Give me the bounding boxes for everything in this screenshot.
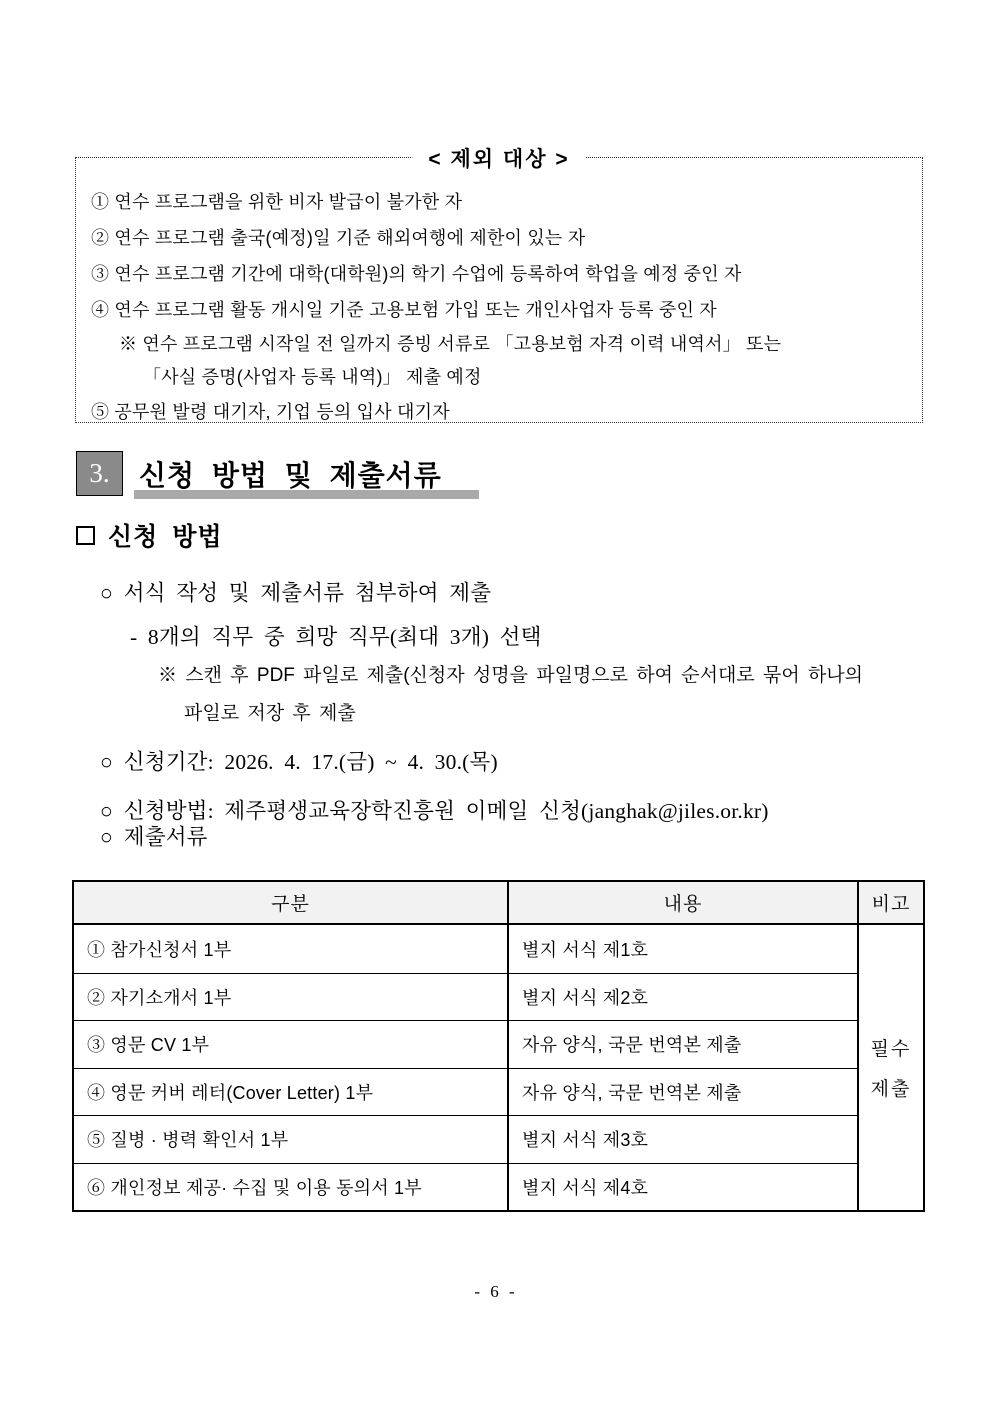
page-number: - 6 - [474, 1282, 518, 1301]
bullet-line: 파일로 저장 후 제출 [184, 703, 356, 724]
exclusion-item: ※ 연수 프로그램 시작일 전 일까지 증빙 서류로 「고용보험 자격 이력 내역서」 또는 [119, 334, 782, 354]
exclusion-item: ⑤ 공무원 발령 대기자, 기업 등의 입사 대기자 [91, 402, 450, 422]
subsection-label: 신청 방법 [108, 523, 223, 551]
bullet-line: - 8개의 직무 중 희망 직무(최대 3개) 선택 [130, 625, 542, 649]
table-header-category: 구분 [74, 882, 507, 925]
row-content-cell: 별지 서식 제1호 [507, 925, 857, 973]
row-category-cell: ⑤ 질병 · 병력 확인서 1부 [74, 1115, 507, 1163]
section-number-badge: 3. [76, 451, 123, 496]
exclusion-list [76, 158, 922, 430]
exclusion-item: ③ 연수 프로그램 기간에 대학(대학원)의 학기 수업에 등록하여 학업을 예정 중인 자 [91, 264, 742, 284]
exclusion-box-title: < 제외 대상 > [412, 143, 585, 173]
section-title: 신청 방법 및 제출서류 [139, 459, 442, 491]
table-header-remark: 비고 [857, 882, 923, 925]
row-content-cell: 별지 서식 제4호 [507, 1163, 857, 1211]
submission-table [72, 880, 925, 1212]
remark-line: 필수 [870, 1039, 912, 1060]
remark-cell [857, 925, 923, 1210]
bullet-line: ○ 제출서류 [100, 825, 208, 849]
row-category-cell: ④ 영문 커버 레터(Cover Letter) 1부 [74, 1068, 507, 1116]
bullet-line: ○ 신청방법: 제주평생교육장학진흥원 이메일 신청(janghak@jiles.or.kr) [100, 799, 769, 823]
exclusion-item: ① 연수 프로그램을 위한 비자 발급이 불가한 자 [91, 192, 463, 212]
row-content-cell: 별지 서식 제2호 [507, 973, 857, 1021]
row-content-cell: 별지 서식 제3호 [507, 1115, 857, 1163]
exclusion-item: ② 연수 프로그램 출국(예정)일 기준 해외여행에 제한이 있는 자 [91, 228, 586, 248]
square-bullet-icon [76, 526, 95, 545]
section-title-underline [134, 490, 479, 499]
table-header-content: 내용 [507, 882, 857, 925]
row-category-cell: ② 자기소개서 1부 [74, 973, 507, 1021]
exclusion-item: ④ 연수 프로그램 활동 개시일 기준 고용보험 가입 또는 개인사업자 등록 중인 자 [91, 300, 717, 320]
row-category-cell: ⑥ 개인정보 제공· 수집 및 이용 동의서 1부 [74, 1163, 507, 1211]
bullet-line: ○ 서식 작성 및 제출서류 첨부하여 제출 [100, 581, 492, 605]
remark-line: 제출 [870, 1079, 912, 1100]
exclusion-item: 「사실 증명(사업자 등록 내역)」 제출 예정 [143, 367, 482, 387]
bullet-line: ※ 스캔 후 PDF 파일로 제출(신청자 성명을 파일명으로 하여 순서대로 묶어 하나의 [158, 665, 864, 686]
bullet-list [0, 563, 992, 850]
row-category-cell: ① 참가신청서 1부 [87, 939, 232, 960]
row-content-cell: 자유 양식, 국문 번역본 제출 [507, 1020, 857, 1068]
exclusion-box [75, 148, 923, 423]
row-content-cell: 자유 양식, 국문 번역본 제출 [507, 1068, 857, 1116]
bullet-line: ○ 신청기간: 2026. 4. 17.(금) ~ 4. 30.(목) [100, 750, 498, 774]
subsection-heading [76, 517, 223, 553]
row-category-cell: ③ 영문 CV 1부 [74, 1020, 507, 1068]
